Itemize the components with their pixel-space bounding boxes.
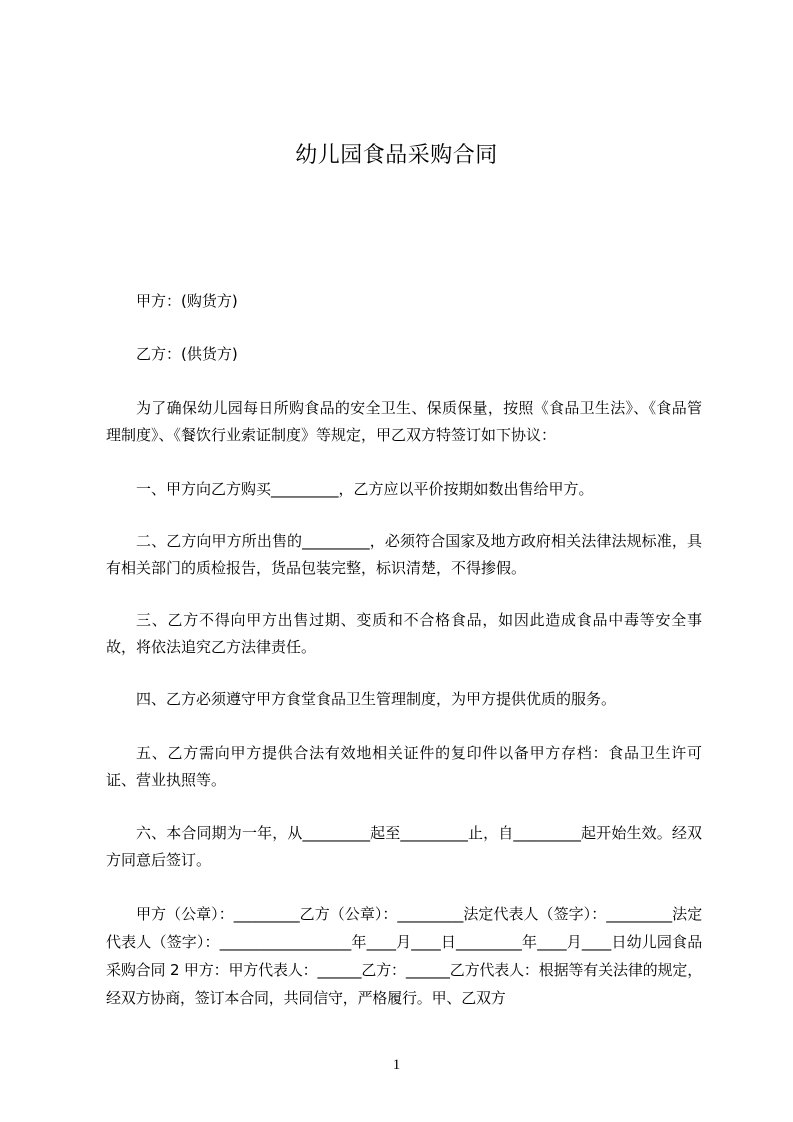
clause-4: 四、乙方必须遵守甲方食堂食品卫生管理制度，为甲方提供优质的服务。 xyxy=(136,690,617,708)
party-a-line: 甲方：(购货方) xyxy=(136,292,238,310)
document-title: 幼儿园食品采购合同 xyxy=(295,143,498,168)
clause-2: 二、乙方向甲方所出售的_________，必须符合国家及地方政府相关法律法规标准，具有相关部门的质检报告，货品包装完整，标识清楚，不得掺假。 xyxy=(106,532,702,577)
intro-paragraph: 为了确保幼儿园每日所购食品的安全卫生、保质保量，按照《食品卫生法》、《食品管理制度》、《餐饮行业索证制度》等规定，甲乙双方特签订如下协议： xyxy=(106,399,702,444)
clause-5: 五、乙方需向甲方提供合法有效地相关证件的复印件以备甲方存档：食品卫生许可证、营业执照等。 xyxy=(106,744,702,789)
signature-block: 甲方（公章）：_________乙方（公章）：_________法定代表人（签字）：_________法定代表人（签字）：__________________年____月____日_________年____月____日幼儿园食品采购合同 2 甲方：甲方代表人：______乙方：______乙方代表人：根据等有关法律的规定，经双方协商，签订本合同，共同信守，严格履行。甲、乙双方 xyxy=(106,905,702,1007)
page-number: 1 xyxy=(392,1057,401,1073)
clause-3: 三、乙方不得向甲方出售过期、变质和不合格食品，如因此造成食品中毒等安全事故，将依法追究乙方法律责任。 xyxy=(106,611,702,656)
party-b-line: 乙方：(供货方) xyxy=(136,345,238,363)
clause-6: 六、本合同期为一年，从_________起至_________止，自_________起开始生效。经双方同意后签订。 xyxy=(106,824,702,869)
clause-1: 一、甲方向乙方购买_________，乙方应以平价按期如数出售给甲方。 xyxy=(136,480,594,498)
